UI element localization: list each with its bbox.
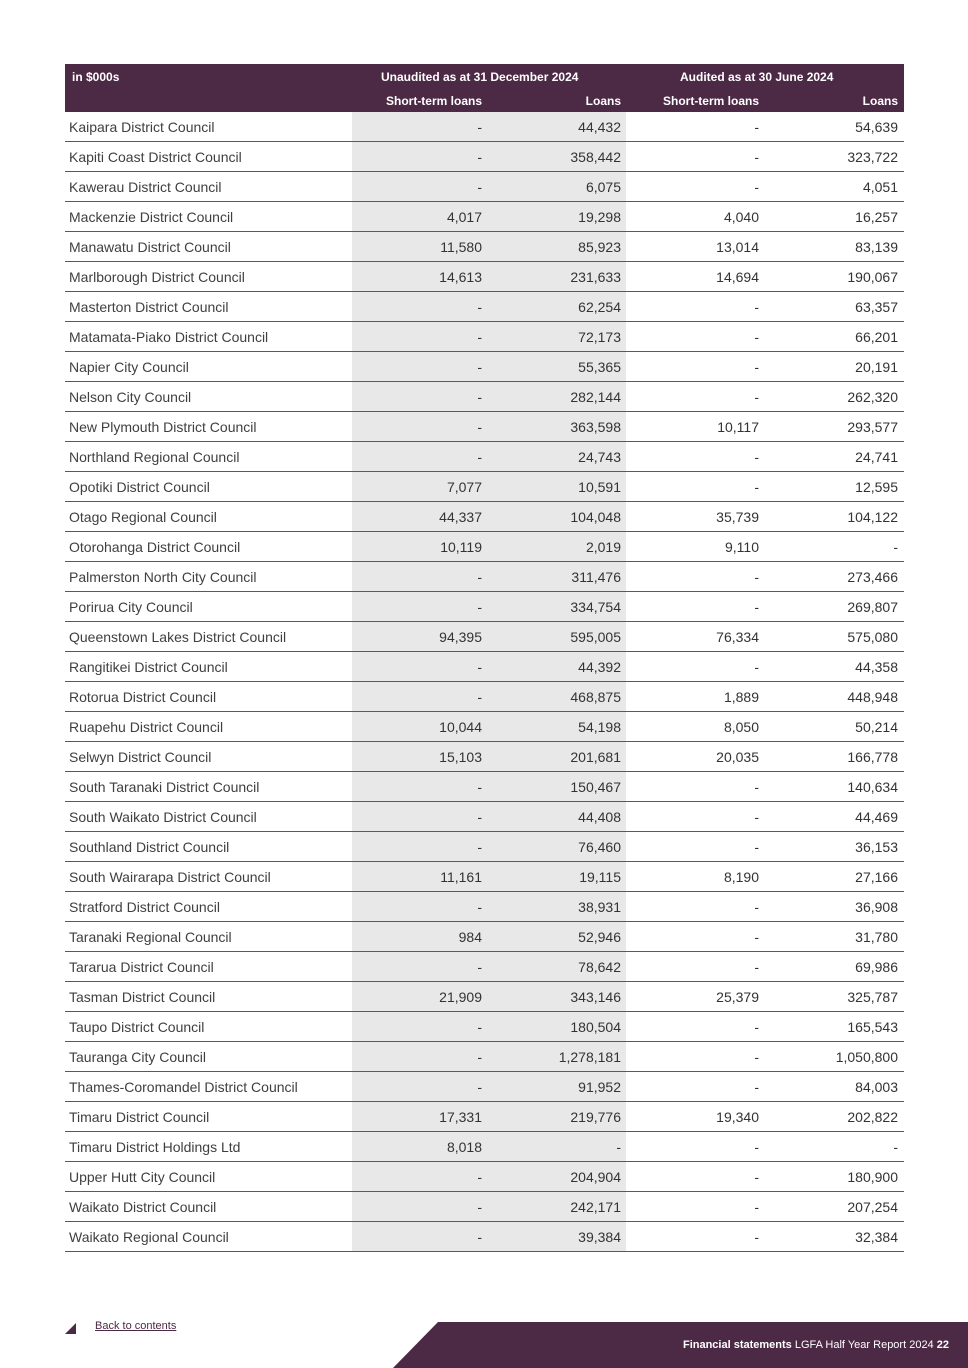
council-name: Nelson City Council xyxy=(69,389,192,405)
loans-jun: 140,634 xyxy=(847,779,898,795)
loans-jun: 66,201 xyxy=(855,329,898,345)
short-term-loans-dec: 8,018 xyxy=(446,1139,482,1155)
short-term-loans-dec: - xyxy=(477,809,482,825)
loans-dec: 62,254 xyxy=(578,299,621,315)
short-term-loans-jun: - xyxy=(754,1139,759,1155)
loans-jun: 202,822 xyxy=(847,1109,898,1125)
council-name: Marlborough District Council xyxy=(69,269,245,285)
short-term-loans-jun: - xyxy=(754,779,759,795)
council-name: Otorohanga District Council xyxy=(69,539,241,555)
short-term-loans-jun: 20,035 xyxy=(716,749,759,765)
short-term-loans-dec: 17,331 xyxy=(439,1109,482,1125)
council-name: Rotorua District Council xyxy=(69,689,217,705)
short-term-loans-dec: 984 xyxy=(458,929,482,945)
loans-dec: 78,642 xyxy=(578,959,621,975)
council-name: Rangitikei District Council xyxy=(69,659,228,675)
footer-report: LGFA Half Year Report 2024 xyxy=(794,1339,934,1351)
loans-dec: 38,931 xyxy=(578,899,621,915)
loans-dec: 24,743 xyxy=(578,449,621,465)
short-term-loans-dec: 14,613 xyxy=(439,269,482,285)
short-term-loans-jun: - xyxy=(754,359,759,375)
table-row xyxy=(65,1192,904,1222)
footer-section: Financial statements xyxy=(682,1339,792,1351)
table-row xyxy=(65,1072,904,1102)
loans-jun: 293,577 xyxy=(847,419,898,435)
loans-dec: 19,298 xyxy=(578,209,621,225)
council-name: Waikato District Council xyxy=(69,1199,217,1215)
council-name: Napier City Council xyxy=(69,359,189,375)
col-header-short-term-2: Short-term loans xyxy=(662,94,759,108)
short-term-loans-jun: - xyxy=(754,1169,759,1185)
loans-dec: 180,504 xyxy=(570,1019,621,1035)
short-term-loans-jun: - xyxy=(754,899,759,915)
loans-dec: - xyxy=(616,1139,621,1155)
council-name: Waikato Regional Council xyxy=(69,1229,229,1245)
loans-jun: 24,741 xyxy=(855,449,898,465)
col-header-loans-2: Loans xyxy=(862,94,898,108)
loans-jun: 262,320 xyxy=(847,389,898,405)
table-row xyxy=(65,622,904,652)
short-term-loans-jun: - xyxy=(754,329,759,345)
loans-jun: 190,067 xyxy=(847,269,898,285)
loans-dec: 358,442 xyxy=(570,149,621,165)
short-term-loans-jun: - xyxy=(754,1049,759,1065)
council-name: Palmerston North City Council xyxy=(69,569,257,585)
loans-jun: 27,166 xyxy=(855,869,898,885)
loans-jun: 269,807 xyxy=(847,599,898,615)
short-term-loans-jun: - xyxy=(754,1199,759,1215)
loans-jun: 165,543 xyxy=(847,1019,898,1035)
loans-dec: 44,432 xyxy=(578,119,621,135)
unit-label: in $000s xyxy=(72,70,120,84)
council-name: Tasman District Council xyxy=(69,989,216,1005)
council-name: Upper Hutt City Council xyxy=(69,1169,216,1185)
loans-jun: 1,050,800 xyxy=(835,1049,898,1065)
table-row xyxy=(65,112,904,142)
loans-dec: 150,467 xyxy=(570,779,621,795)
loans-dec: 468,875 xyxy=(570,689,621,705)
loans-dec: 85,923 xyxy=(578,239,621,255)
loans-dec: 55,365 xyxy=(578,359,621,375)
short-term-loans-jun: 76,334 xyxy=(716,629,759,645)
table-row xyxy=(65,172,904,202)
short-term-loans-jun: - xyxy=(754,1019,759,1035)
short-term-loans-dec: 4,017 xyxy=(446,209,482,225)
short-term-loans-dec: - xyxy=(477,149,482,165)
loans-jun: - xyxy=(893,539,898,555)
loans-jun: 44,358 xyxy=(855,659,898,675)
short-term-loans-dec: - xyxy=(477,779,482,795)
loans-jun: 180,900 xyxy=(847,1169,898,1185)
table-row xyxy=(65,892,904,922)
short-term-loans-jun: 35,739 xyxy=(716,509,759,525)
short-term-loans-dec: - xyxy=(477,389,482,405)
table-row xyxy=(65,592,904,622)
council-name: Kawerau District Council xyxy=(69,179,222,195)
council-name: Opotiki District Council xyxy=(69,479,210,495)
short-term-loans-dec: 11,580 xyxy=(440,239,482,255)
table-row xyxy=(65,1162,904,1192)
loans-dec: 1,278,181 xyxy=(558,1049,621,1065)
short-term-loans-jun: 10,117 xyxy=(717,419,759,435)
short-term-loans-jun: - xyxy=(754,929,759,945)
table-header xyxy=(65,64,904,112)
short-term-loans-jun: 4,040 xyxy=(723,209,759,225)
table-row xyxy=(65,532,904,562)
table-row xyxy=(65,682,904,712)
short-term-loans-dec: - xyxy=(477,299,482,315)
short-term-loans-jun: 25,379 xyxy=(716,989,759,1005)
council-name: Kapiti Coast District Council xyxy=(69,149,242,165)
table-row xyxy=(65,142,904,172)
loans-dec: 91,952 xyxy=(578,1079,621,1095)
loans-jun: 36,908 xyxy=(855,899,898,915)
council-name: Mackenzie District Council xyxy=(69,209,234,225)
loans-dec: 54,198 xyxy=(578,719,621,735)
short-term-loans-jun: - xyxy=(754,449,759,465)
page-number: 22 xyxy=(936,1339,949,1351)
loans-dec: 231,633 xyxy=(570,269,621,285)
short-term-loans-jun: 14,694 xyxy=(716,269,759,285)
loans-jun: 448,948 xyxy=(847,689,898,705)
short-term-loans-dec: 10,119 xyxy=(440,539,482,555)
loans-dec: 52,946 xyxy=(578,929,621,945)
short-term-loans-dec: - xyxy=(477,1199,482,1215)
council-name: South Wairarapa District Council xyxy=(69,869,271,885)
loans-dec: 595,005 xyxy=(570,629,621,645)
council-name: Masterton District Council xyxy=(69,299,229,315)
short-term-loans-dec: 11,161 xyxy=(440,869,482,885)
col-header-short-term-1: Short-term loans xyxy=(385,94,482,108)
council-name: Timaru District Council xyxy=(69,1109,210,1125)
table-row xyxy=(65,952,904,982)
loans-jun: - xyxy=(893,1139,898,1155)
council-name: Otago Regional Council xyxy=(69,509,217,525)
table-row xyxy=(65,382,904,412)
loans-dec: 10,591 xyxy=(578,479,621,495)
group-header-unaudited: Unaudited as at 31 December 2024 xyxy=(381,70,579,84)
short-term-loans-dec: - xyxy=(477,1079,482,1095)
short-term-loans-jun: - xyxy=(754,809,759,825)
footer-caption xyxy=(683,1339,949,1351)
council-name: Manawatu District Council xyxy=(69,239,231,255)
loans-dec: 343,146 xyxy=(570,989,621,1005)
loans-jun: 4,051 xyxy=(862,179,898,195)
short-term-loans-jun: 19,340 xyxy=(716,1109,759,1125)
short-term-loans-dec: - xyxy=(477,659,482,675)
short-term-loans-dec: - xyxy=(477,359,482,375)
short-term-loans-dec: - xyxy=(477,449,482,465)
short-term-loans-jun: 8,050 xyxy=(723,719,759,735)
loans-jun: 20,191 xyxy=(855,359,898,375)
short-term-loans-dec: - xyxy=(477,1019,482,1035)
loans-dec: 282,144 xyxy=(570,389,621,405)
loans-dec: 6,075 xyxy=(585,179,621,195)
loans-jun: 84,003 xyxy=(855,1079,898,1095)
loans-jun: 63,357 xyxy=(855,299,898,315)
council-name: Taupo District Council xyxy=(69,1019,205,1035)
council-name: Kaipara District Council xyxy=(69,119,215,135)
council-name: New Plymouth District Council xyxy=(69,419,257,435)
loans-dec: 242,171 xyxy=(570,1199,621,1215)
short-term-loans-dec: 44,337 xyxy=(439,509,482,525)
short-term-loans-jun: - xyxy=(754,479,759,495)
table-row xyxy=(65,1012,904,1042)
loans-jun: 273,466 xyxy=(847,569,898,585)
council-name: Tararua District Council xyxy=(69,959,214,975)
short-term-loans-dec: - xyxy=(477,419,482,435)
loans-jun: 54,639 xyxy=(855,119,898,135)
table-row xyxy=(65,202,904,232)
loans-jun: 31,780 xyxy=(855,929,898,945)
short-term-loans-dec: - xyxy=(477,599,482,615)
loans-jun: 207,254 xyxy=(847,1199,898,1215)
table-row xyxy=(65,742,904,772)
table-row xyxy=(65,292,904,322)
short-term-loans-jun: - xyxy=(754,659,759,675)
short-term-loans-dec: - xyxy=(477,1169,482,1185)
table-row xyxy=(65,1102,904,1132)
loans-dec: 72,173 xyxy=(578,329,621,345)
table-row xyxy=(65,322,904,352)
short-term-loans-jun: - xyxy=(754,119,759,135)
short-term-loans-dec: - xyxy=(477,959,482,975)
short-term-loans-dec: - xyxy=(477,689,482,705)
short-term-loans-jun: - xyxy=(754,839,759,855)
loans-jun: 44,469 xyxy=(855,809,898,825)
short-term-loans-jun: - xyxy=(754,1229,759,1245)
table-row xyxy=(65,232,904,262)
short-term-loans-jun: 1,889 xyxy=(723,689,759,705)
loans-dec: 334,754 xyxy=(570,599,621,615)
loans-jun: 69,986 xyxy=(855,959,898,975)
loans-jun: 36,153 xyxy=(855,839,898,855)
council-name: Thames-Coromandel District Council xyxy=(69,1079,298,1095)
short-term-loans-dec: 94,395 xyxy=(439,629,482,645)
table-row xyxy=(65,832,904,862)
short-term-loans-jun: - xyxy=(754,959,759,975)
table-row xyxy=(65,772,904,802)
short-term-loans-dec: - xyxy=(477,569,482,585)
short-term-loans-dec: - xyxy=(477,1049,482,1065)
short-term-loans-dec: - xyxy=(477,899,482,915)
short-term-loans-dec: - xyxy=(477,329,482,345)
short-term-loans-jun: 13,014 xyxy=(716,239,759,255)
loans-dec: 219,776 xyxy=(570,1109,621,1125)
loans-jun: 12,595 xyxy=(855,479,898,495)
short-term-loans-dec: - xyxy=(477,119,482,135)
short-term-loans-dec: 7,077 xyxy=(446,479,482,495)
short-term-loans-jun: - xyxy=(754,389,759,405)
council-name: Porirua City Council xyxy=(69,599,193,615)
loans-jun: 16,257 xyxy=(855,209,898,225)
table-row xyxy=(65,982,904,1012)
council-name: Taranaki Regional Council xyxy=(69,929,232,945)
council-name: Tauranga City Council xyxy=(69,1049,206,1065)
table-row xyxy=(65,442,904,472)
council-name: Matamata-Piako District Council xyxy=(69,329,269,345)
loans-jun: 104,122 xyxy=(847,509,898,525)
loans-dec: 2,019 xyxy=(585,539,621,555)
triangle-icon xyxy=(65,1323,76,1334)
table-row xyxy=(65,352,904,382)
loans-dec: 311,476 xyxy=(571,569,621,585)
loans-dec: 363,598 xyxy=(570,419,621,435)
loans-table xyxy=(65,64,904,1252)
short-term-loans-jun: - xyxy=(754,569,759,585)
loans-dec: 104,048 xyxy=(570,509,621,525)
council-name: Timaru District Holdings Ltd xyxy=(69,1139,241,1155)
short-term-loans-dec: 21,909 xyxy=(439,989,482,1005)
table-row xyxy=(65,802,904,832)
table-row xyxy=(65,502,904,532)
loans-dec: 19,115 xyxy=(579,869,621,885)
short-term-loans-jun: - xyxy=(754,599,759,615)
council-name: Selwyn District Council xyxy=(69,749,212,765)
table-body xyxy=(65,112,904,1252)
council-name: South Waikato District Council xyxy=(69,809,257,825)
council-name: Southland District Council xyxy=(69,839,230,855)
short-term-loans-dec: 10,044 xyxy=(439,719,482,735)
short-term-loans-jun: - xyxy=(754,299,759,315)
group-header-audited: Audited as at 30 June 2024 xyxy=(680,70,834,84)
loans-jun: 323,722 xyxy=(847,149,898,165)
table-row xyxy=(65,262,904,292)
loans-jun: 32,384 xyxy=(855,1229,898,1245)
short-term-loans-dec: - xyxy=(477,1229,482,1245)
short-term-loans-jun: - xyxy=(754,1079,759,1095)
loans-dec: 204,904 xyxy=(570,1169,621,1185)
short-term-loans-dec: - xyxy=(477,179,482,195)
loans-jun: 575,080 xyxy=(847,629,898,645)
loans-jun: 166,778 xyxy=(847,749,898,765)
table-row xyxy=(65,1222,904,1252)
table-row xyxy=(65,922,904,952)
council-name: Queenstown Lakes District Council xyxy=(69,629,287,645)
short-term-loans-dec: - xyxy=(477,839,482,855)
table-row xyxy=(65,862,904,892)
council-name: Northland Regional Council xyxy=(69,449,240,465)
loans-jun: 325,787 xyxy=(847,989,898,1005)
short-term-loans-dec: 15,103 xyxy=(439,749,482,765)
loans-jun: 50,214 xyxy=(855,719,898,735)
col-header-loans-1: Loans xyxy=(585,94,621,108)
council-name: South Taranaki District Council xyxy=(69,779,260,795)
table-row xyxy=(65,652,904,682)
council-name: Stratford District Council xyxy=(69,899,220,915)
short-term-loans-jun: 9,110 xyxy=(725,539,759,555)
table-row xyxy=(65,712,904,742)
loans-jun: 83,139 xyxy=(855,239,898,255)
table-row xyxy=(65,412,904,442)
loans-dec: 44,408 xyxy=(578,809,621,825)
loans-dec: 76,460 xyxy=(578,839,621,855)
loans-dec: 44,392 xyxy=(578,659,621,675)
back-to-contents-link[interactable]: Back to contents xyxy=(95,1320,177,1332)
short-term-loans-jun: - xyxy=(754,179,759,195)
council-name: Ruapehu District Council xyxy=(69,719,224,735)
table-row xyxy=(65,1132,904,1162)
short-term-loans-jun: 8,190 xyxy=(723,869,759,885)
table-row xyxy=(65,562,904,592)
table-row xyxy=(65,472,904,502)
short-term-loans-jun: - xyxy=(754,149,759,165)
table-row xyxy=(65,1042,904,1072)
loans-dec: 201,681 xyxy=(570,749,621,765)
loans-dec: 39,384 xyxy=(578,1229,621,1245)
